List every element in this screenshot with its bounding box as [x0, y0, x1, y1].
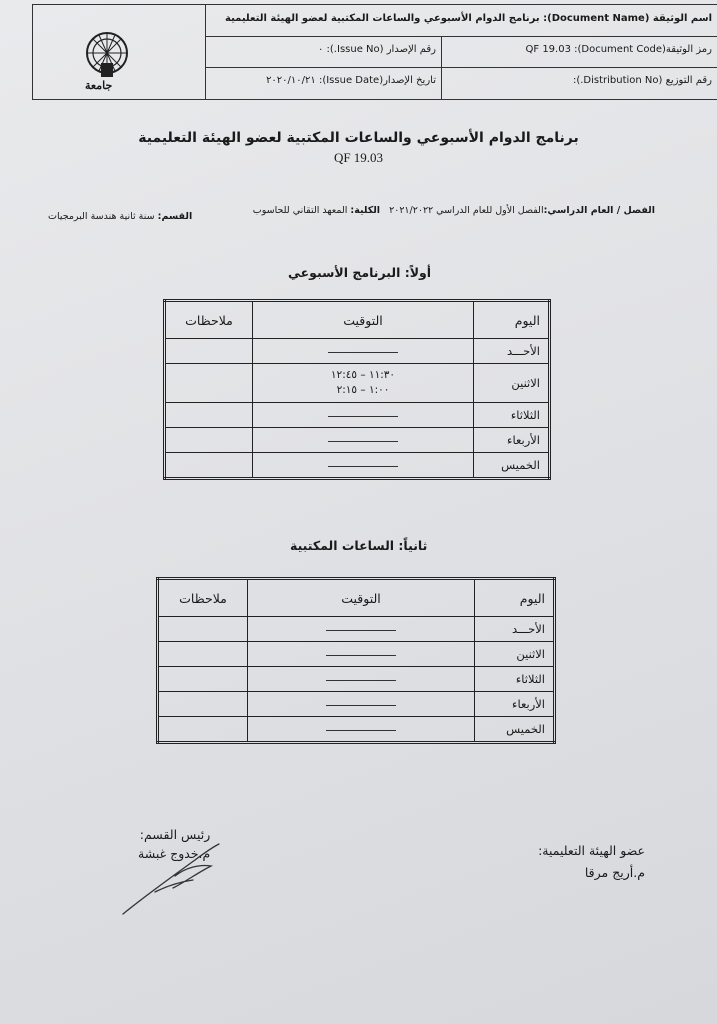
issue-no: رقم الإصدار (Issue No.): ٠: [317, 44, 436, 55]
notes-cell: [158, 692, 248, 717]
time-cell: [248, 717, 475, 743]
department-value: سنة ثانية هندسة البرمجيات: [48, 211, 155, 222]
notes-cell: [165, 428, 253, 453]
time-cell: [248, 667, 475, 692]
header-day: اليوم: [474, 301, 550, 339]
department-label: القسم:: [157, 211, 193, 222]
day-cell: الاثنين: [474, 364, 550, 403]
notes-cell: [158, 642, 248, 667]
day-cell: الثلاثاء: [475, 667, 555, 692]
day-cell: الثلاثاء: [474, 403, 550, 428]
signature-scribble-icon: [115, 838, 225, 918]
day-cell: الخميس: [474, 453, 550, 479]
head-name: م.خدوج غبشة: [138, 846, 211, 861]
document-header: [32, 4, 717, 100]
day-cell: الأحـــد: [475, 617, 555, 642]
logo-cell: [33, 5, 206, 99]
college-label: الكلية:: [350, 205, 381, 216]
faculty-label: عضو الهيئة التعليمية:: [538, 843, 645, 858]
page-code: QF 19.03: [333, 150, 384, 165]
table-header-row: [158, 579, 555, 617]
table-row: [165, 453, 550, 479]
page-title: برنامج الدوام الأسبوعي والساعات المكتبية لعضو الهيئة التعليمية: [138, 130, 579, 146]
notes-cell: [165, 339, 253, 364]
header-notes: ملاحظات: [165, 301, 253, 339]
semester-value: الفصل الأول للعام الدراسي ٢٠٢١/٢٠٢٢: [389, 205, 544, 216]
blank-line: [328, 440, 398, 442]
notes-cell: [165, 403, 253, 428]
day-cell: الخميس: [475, 717, 555, 743]
semester-label: الفصل / العام الدراسي:: [543, 205, 655, 216]
time-slot: ١١:٣٠ – ١٢:٤٥: [330, 369, 396, 381]
table-row: [165, 339, 550, 364]
weekly-section-title: أولاً: البرنامج الأسبوعي: [288, 265, 432, 280]
office-section-title: ثانياً: الساعات المكتبية: [290, 538, 428, 553]
time-cell: [253, 339, 474, 364]
blank-line: [328, 415, 398, 417]
table-row: [165, 364, 550, 403]
document-name: اسم الوثيقة (Document Name): برنامج الدوام الأسبوعي والساعات المكتبية لعضو الهيئة التعليمية: [225, 13, 712, 24]
notes-cell: [158, 617, 248, 642]
day-cell: الأحـــد: [474, 339, 550, 364]
blank-line: [326, 729, 396, 731]
header-day: اليوم: [475, 579, 555, 617]
office-hours-table: [156, 577, 556, 744]
time-cell: [253, 428, 474, 453]
weekly-schedule-table: [163, 299, 551, 480]
notes-cell: [158, 717, 248, 743]
college-value: المعهد التقاني للحاسوب: [252, 205, 348, 216]
time-cell: [248, 617, 475, 642]
notes-cell: [158, 667, 248, 692]
university-logo-icon: [81, 29, 133, 81]
notes-cell: [165, 453, 253, 479]
faculty-name: م.أريج مرقا: [584, 865, 645, 880]
head-label: رئيس القسم:: [139, 827, 211, 842]
blank-line: [326, 704, 396, 706]
table-row: [165, 403, 550, 428]
notes-cell: [165, 364, 253, 403]
table-row: [165, 428, 550, 453]
time-slot: ١:٠٠ – ٢:١٥: [336, 384, 390, 396]
blank-line: [326, 679, 396, 681]
header-time: التوقيت: [248, 579, 475, 617]
table-header-row: [165, 301, 550, 339]
faculty-signature-block: [538, 840, 645, 884]
table-row: [158, 667, 555, 692]
time-cell: [248, 692, 475, 717]
day-cell: الأربعاء: [474, 428, 550, 453]
document-code: رمز الوثيقة(Document Code): QF 19.03: [441, 36, 717, 67]
time-cell: [253, 453, 474, 479]
header-time: التوقيت: [253, 301, 474, 339]
day-cell: الأربعاء: [475, 692, 555, 717]
day-cell: الاثنين: [475, 642, 555, 667]
table-row: [158, 617, 555, 642]
time-cell: [253, 364, 474, 403]
department-line: [48, 211, 192, 222]
issue-date: تاريخ الإصدار(Issue Date): ٢٠٢٠/١٠/٢١: [266, 75, 436, 86]
blank-line: [328, 351, 398, 353]
table-row: [158, 642, 555, 667]
blank-line: [326, 629, 396, 631]
blank-line: [328, 465, 398, 467]
blank-line: [326, 654, 396, 656]
table-row: [158, 692, 555, 717]
time-cell: [248, 642, 475, 667]
semester-college-line: [253, 205, 655, 216]
logo-text: جامعة: [85, 79, 113, 92]
table-row: [158, 717, 555, 743]
time-cell: [253, 403, 474, 428]
header-notes: ملاحظات: [158, 579, 248, 617]
distribution-no: رقم التوزيع (Distribution No.):: [441, 67, 717, 99]
